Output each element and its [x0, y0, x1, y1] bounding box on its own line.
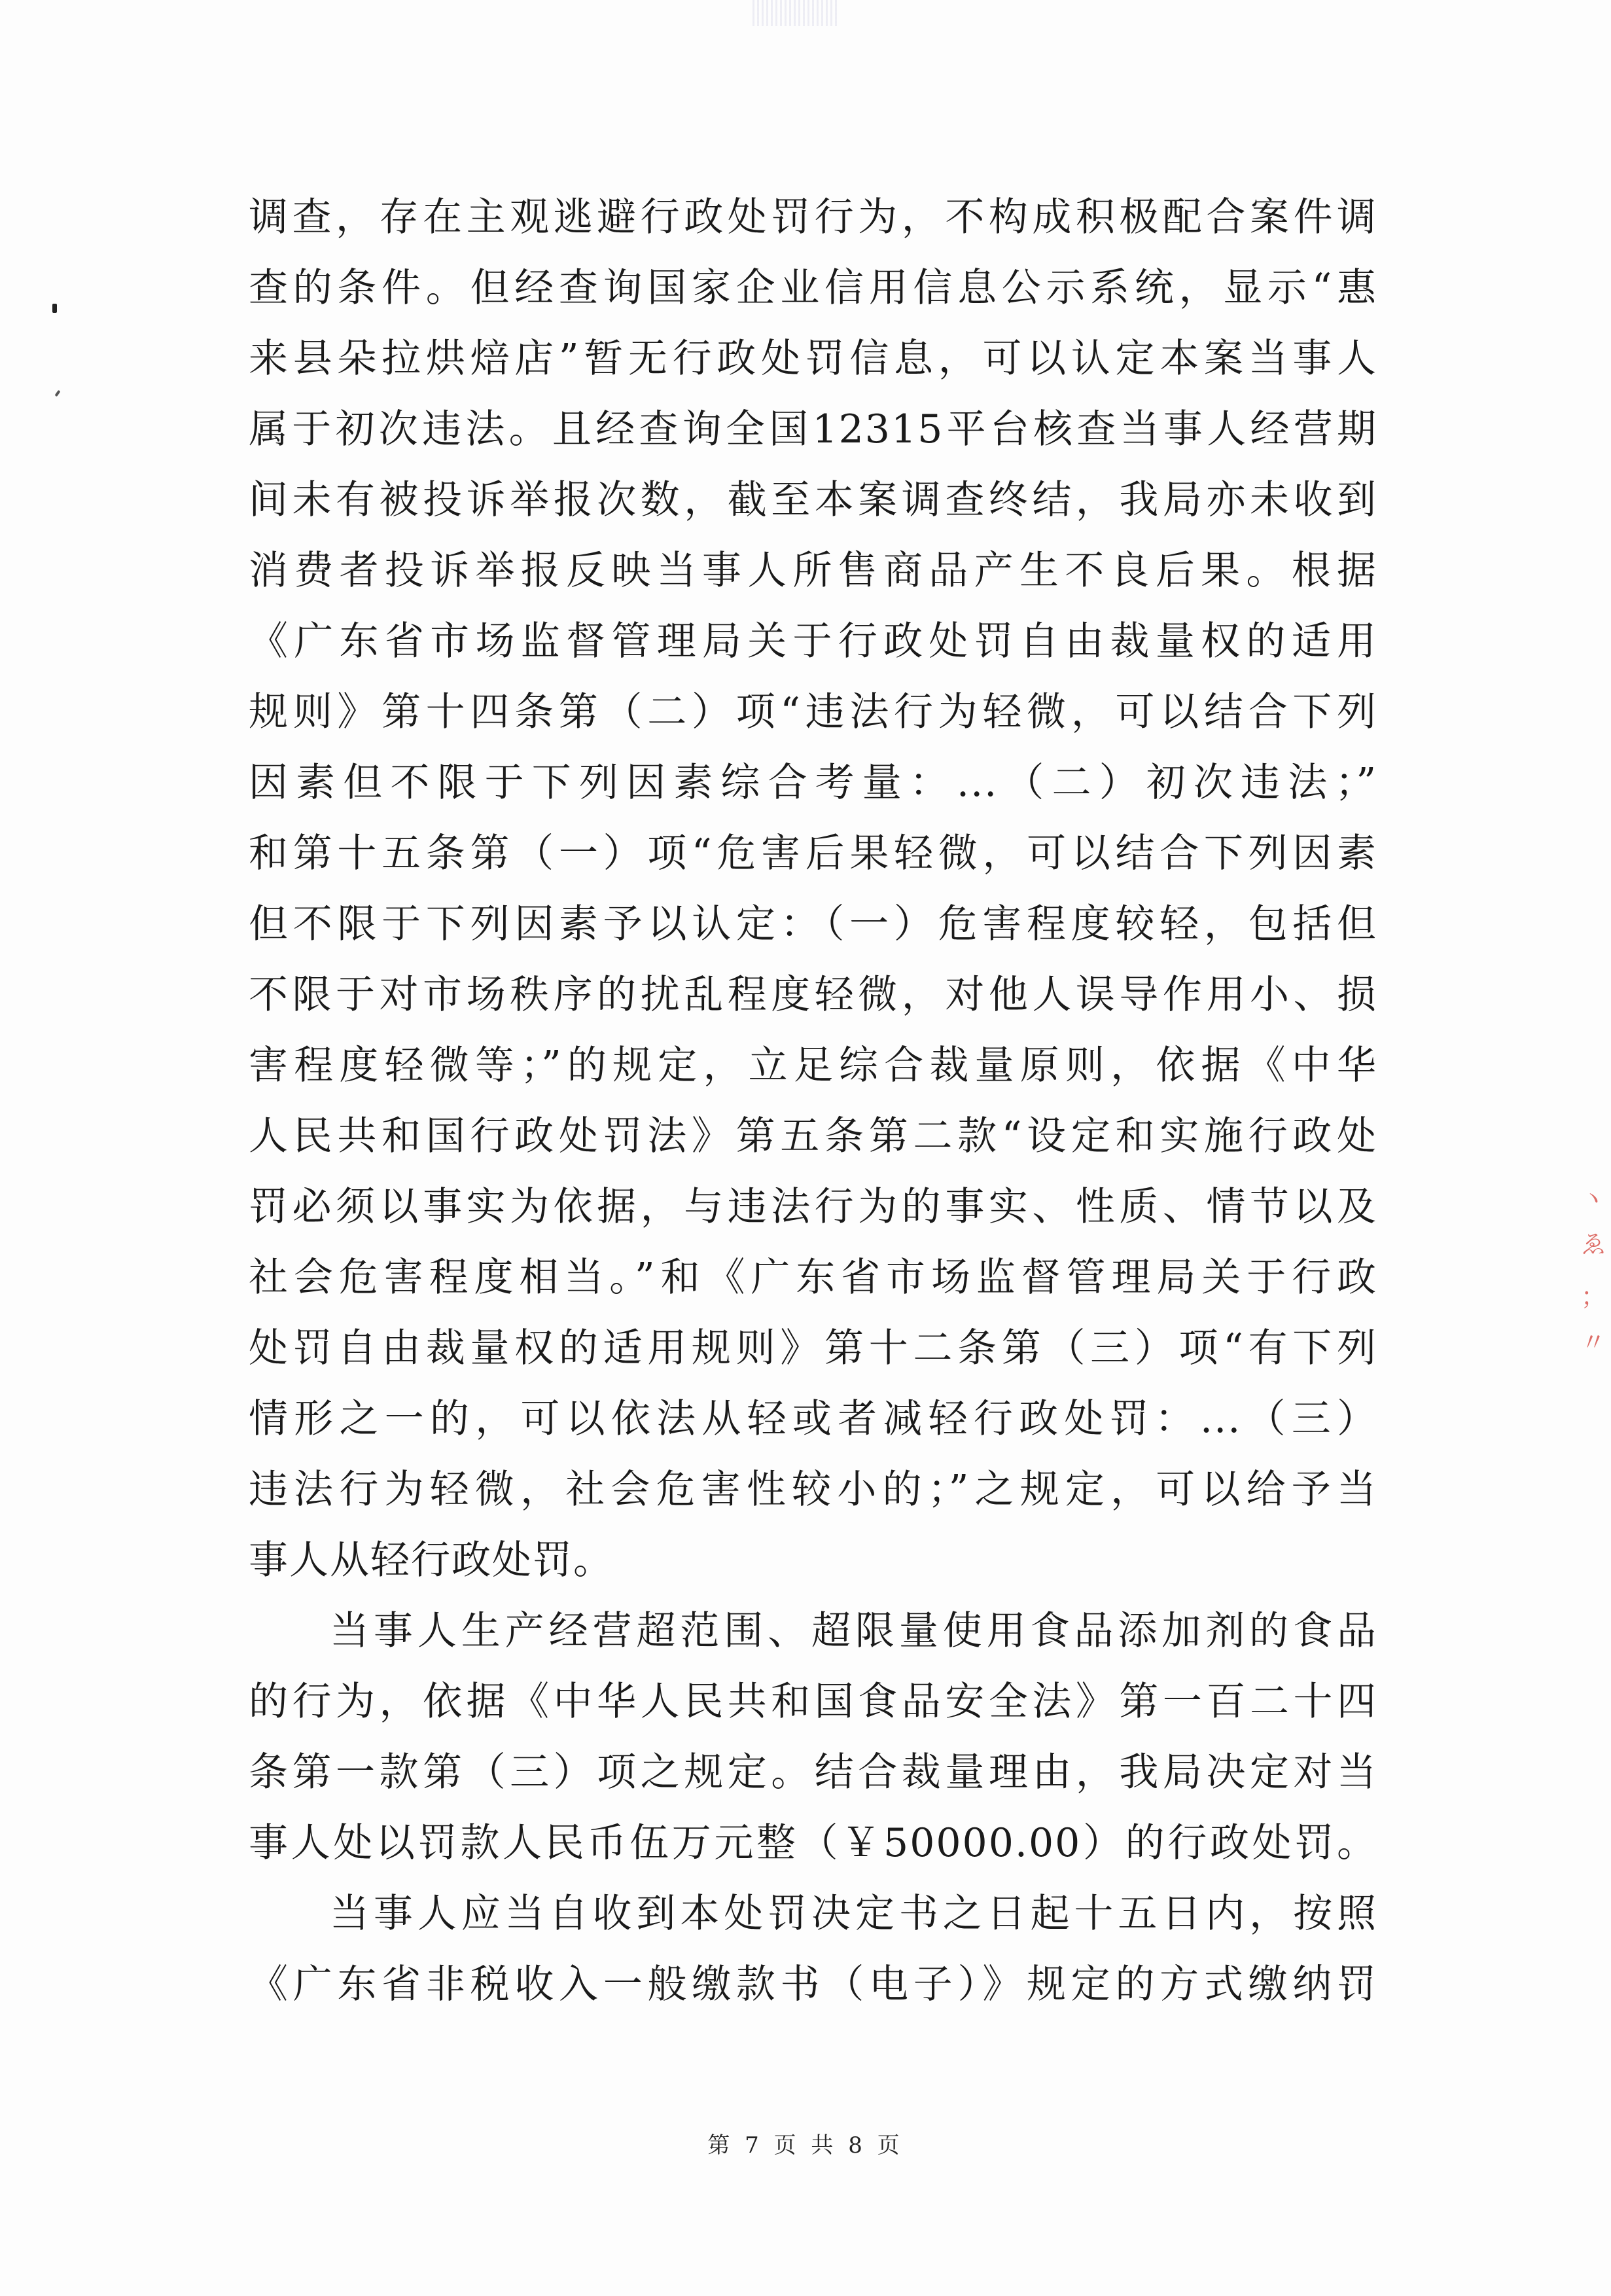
- seal-fragment: [1565, 1152, 1611, 1374]
- body-line: 事人从轻行政处罚。: [249, 1537, 614, 1583]
- body-line: 处罚自由裁量权的适用规则》第十二条第（三）项“有下列: [249, 1325, 1377, 1371]
- body-line: 因素但不限于下列因素综合考量：...（二）初次违法；”: [249, 760, 1377, 806]
- body-line: 人民共和国行政处罚法》第五条第二款“设定和实施行政处: [249, 1113, 1377, 1159]
- body-line: 调查，存在主观逃避行政处罚行为，不构成积极配合案件调: [249, 194, 1377, 240]
- body-line: 罚必须以事实为依据，与违法行为的事实、性质、情节以及: [249, 1184, 1377, 1230]
- body-line: 但不限于下列因素予以认定：（一）危害程度较轻，包括但: [249, 901, 1377, 947]
- body-line: 《广东省市场监督管理局关于行政处罚自由裁量权的适用: [249, 619, 1377, 664]
- body-line: 间未有被投诉举报次数，截至本案调查终结，我局亦未收到: [249, 477, 1377, 523]
- body-line: 规则》第十四条第（二）项“违法行为轻微，可以结合下列: [249, 689, 1377, 735]
- body-line: 消费者投诉举报反映当事人所售商品产生不良后果。根据: [249, 548, 1377, 594]
- body-line: 《广东省非税收入一般缴款书（电子）》规定的方式缴纳罚: [249, 1962, 1377, 2007]
- body-line: 情形之一的，可以依法从轻或者减轻行政处罚：...（三）: [249, 1396, 1377, 1442]
- body-line: 查的条件。但经查询国家企业信用信息公示系统，显示“惠: [249, 265, 1377, 311]
- body-line: 事人处以罚款人民币伍万元整（￥50000.00）的行政处罚。: [249, 1820, 1377, 1866]
- body-line: 违法行为轻微，社会危害性较小的；”之规定，可以给予当: [249, 1467, 1377, 1513]
- page-number: 第 7 页 共 8 页: [707, 2132, 904, 2159]
- body-line: 条第一款第（三）项之规定。结合裁量理由，我局决定对当: [249, 1749, 1377, 1795]
- document-body: [249, 182, 1377, 2020]
- seal-mark: 〃: [1580, 1328, 1606, 1357]
- seal-mark: ；: [1580, 1282, 1606, 1311]
- body-line: 当事人应当自收到本处罚决定书之日起十五日内，按照: [330, 1891, 1377, 1937]
- scan-speck: [52, 304, 57, 313]
- body-line: 害程度轻微等；”的规定，立足综合裁量原则，依据《中华: [249, 1043, 1377, 1088]
- body-line: 属于初次违法。且经查询全国12315平台核查当事人经营期: [249, 406, 1377, 452]
- scan-artifact: [752, 0, 838, 26]
- seal-mark: ゑ: [1580, 1230, 1606, 1259]
- body-line: 当事人生产经营超范围、超限量使用食品添加剂的食品: [330, 1608, 1377, 1654]
- body-line: 不限于对市场秩序的扰乱程度轻微，对他人误导作用小、损: [249, 972, 1377, 1018]
- scan-speck: [54, 390, 60, 397]
- seal-mark: ヽ: [1580, 1184, 1606, 1213]
- body-line: 社会危害程度相当。”和《广东省市场监督管理局关于行政: [249, 1255, 1377, 1300]
- body-line: 的行为，依据《中华人民共和国食品安全法》第一百二十四: [249, 1679, 1377, 1725]
- body-line: 和第十五条第（一）项“危害后果轻微，可以结合下列因素: [249, 831, 1377, 876]
- body-line: 来县朵拉烘焙店”暂无行政处罚信息，可以认定本案当事人: [249, 336, 1377, 382]
